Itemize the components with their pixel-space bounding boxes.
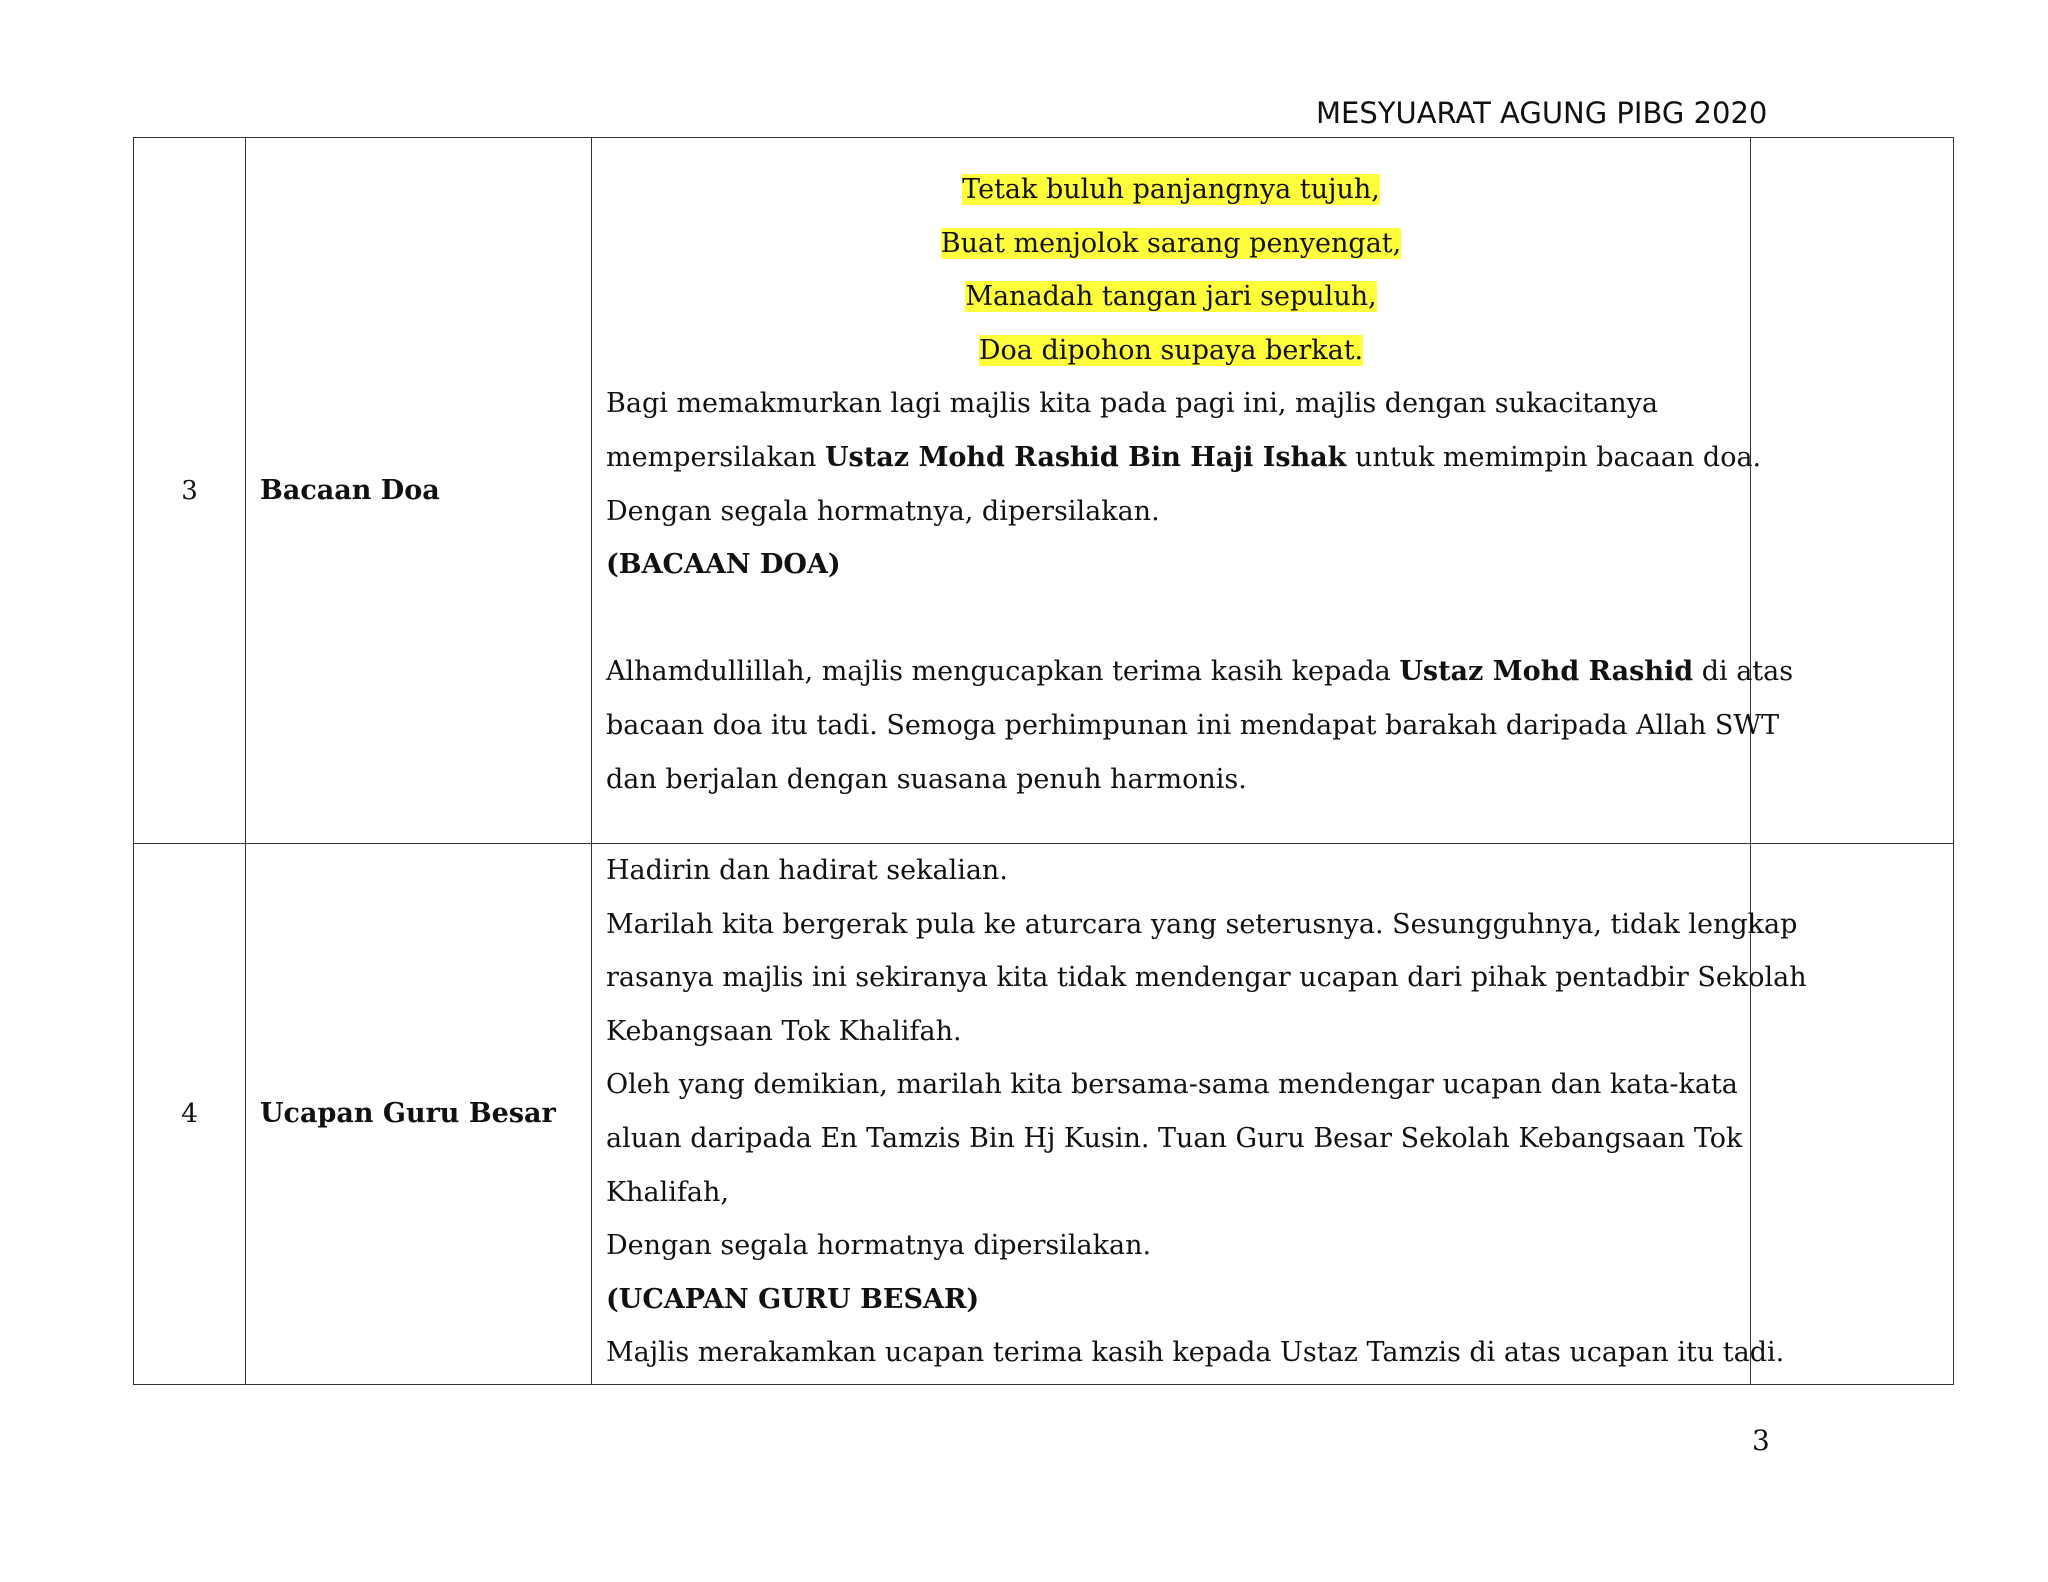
table-row (134, 138, 1954, 844)
paragraph-line: Marilah kita bergerak pula ke aturcara yang seterusnya. Sesungguhnya, tidak lengkap (606, 908, 1798, 940)
paragraph-line: Dengan segala hormatnya dipersilakan. (606, 1230, 1152, 1262)
paragraph-line: Majlis merakamkan ucapan terima kasih kepada Ustaz Tamzis di atas ucapan itu tadi. (606, 1337, 1785, 1369)
paragraph-line: Hadirin dan hadirat sekalian. (606, 855, 1008, 886)
pantun-line (606, 324, 1736, 378)
paragraph-line: Kebangsaan Tok Khalifah. (606, 1015, 962, 1047)
highlighted-text: Buat menjolok sarang penyengat, (940, 227, 1402, 259)
agenda-item-content (592, 138, 1794, 844)
paragraph-line: dan berjalan dengan suasana penuh harmonis. (606, 763, 1247, 795)
stage-direction: (BACAAN DOA) (606, 549, 841, 581)
blank-line (606, 592, 1736, 646)
paragraph-line: Oleh yang demikian, marilah kita bersama-sama mendengar ucapan dan kata-kata (606, 1069, 1738, 1101)
text-span: mempersilakan (606, 441, 826, 473)
paragraph-line: Khalifah, (606, 1176, 729, 1208)
text-span: untuk memimpin bacaan doa. (1346, 441, 1762, 473)
page-number: 3 (1752, 1424, 1770, 1457)
speaker-name: Ustaz Mohd Rashid (1399, 656, 1694, 688)
highlighted-text: Doa dipohon supaya berkat. (978, 334, 1364, 366)
paragraph-line: Bagi memakmurkan lagi majlis kita pada pagi ini, majlis dengan sukacitanya (606, 388, 1658, 420)
agenda-item-title: Ucapan Guru Besar (246, 844, 592, 1385)
text-span: di atas (1693, 656, 1794, 688)
highlighted-text: Manadah tangan jari sepuluh, (965, 281, 1377, 313)
speaker-name: Ustaz Mohd Rashid Bin Haji Ishak (825, 441, 1347, 473)
text-span: Alhamdullillah, majlis mengucapkan terima kasih kepada (606, 656, 1400, 688)
paragraph-line (606, 645, 1794, 699)
stage-direction: (UCAPAN GURU BESAR) (606, 1283, 980, 1315)
paragraph-line: aluan daripada En Tamzis Bin Hj Kusin. Tuan Guru Besar Sekolah Kebangsaan Tok (606, 1122, 1743, 1154)
row-number: 4 (134, 844, 246, 1385)
table-row (134, 844, 1954, 1385)
agenda-table (133, 137, 1954, 1385)
pantun-line (606, 217, 1736, 271)
paragraph-line: bacaan doa itu tadi. Semoga perhimpunan ini mendapat barakah daripada Allah SWT (606, 709, 1780, 741)
highlighted-text: Tetak buluh panjangnya tujuh, (962, 174, 1380, 205)
document-header: MESYUARAT AGUNG PIBG 2020 (1316, 96, 1768, 130)
agenda-item-content (592, 844, 1807, 1385)
paragraph-line: Dengan segala hormatnya, dipersilakan. (606, 495, 1160, 527)
agenda-item-title: Bacaan Doa (246, 138, 592, 844)
notes-cell (1751, 138, 1954, 844)
pantun-line (606, 163, 1736, 217)
row-number: 3 (134, 138, 246, 844)
paragraph-line: rasanya majlis ini sekiranya kita tidak mendengar ucapan dari pihak pentadbir Sekolah (606, 962, 1807, 994)
pantun-line (606, 270, 1736, 324)
paragraph-line (606, 431, 1762, 485)
